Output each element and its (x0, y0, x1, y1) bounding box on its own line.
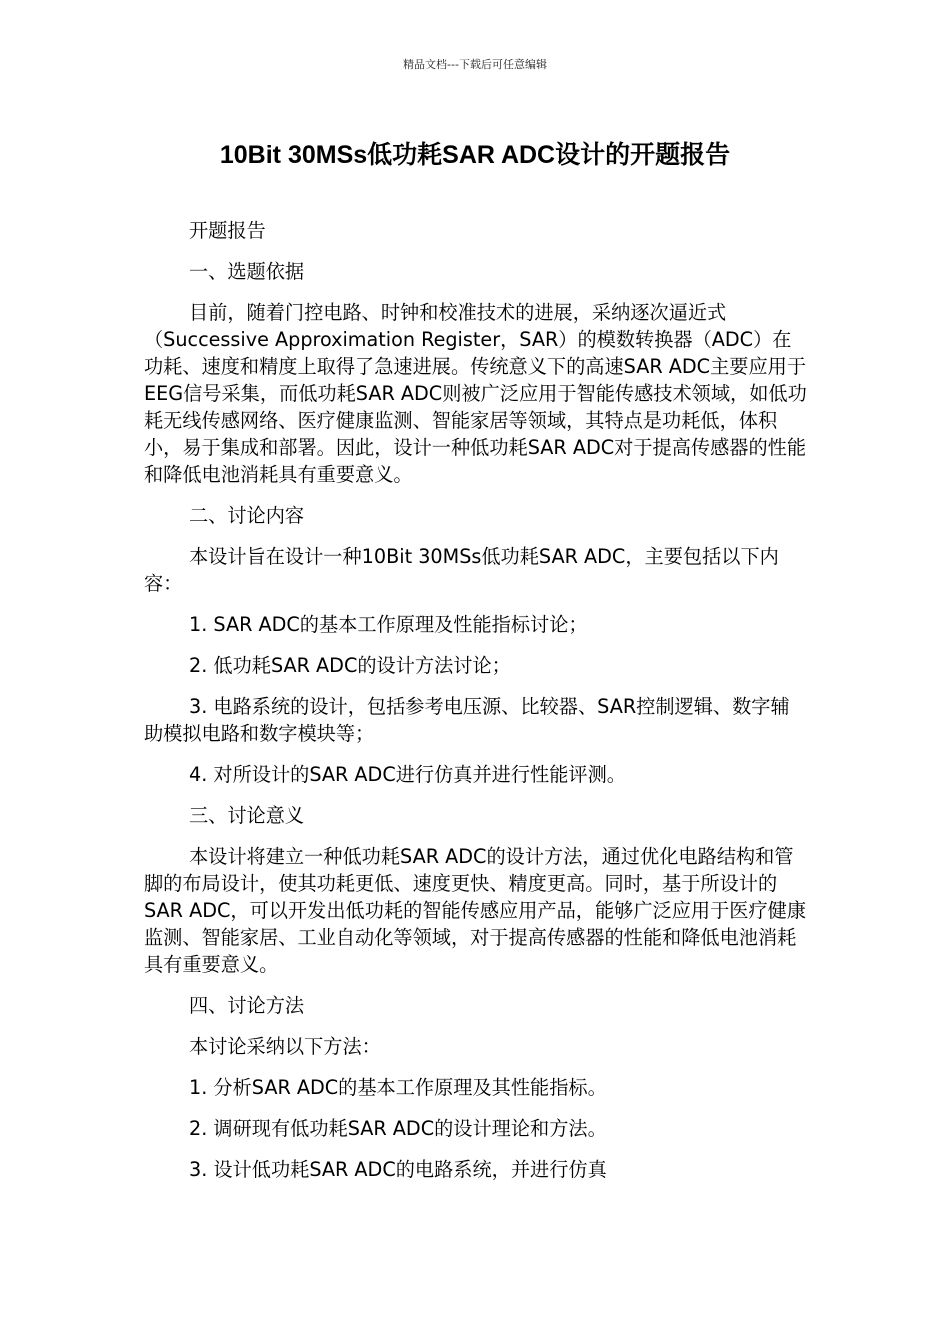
paragraph-content-intro: 本设计旨在设计一种10Bit 30MSs低功耗SAR ADC，主要包括以下内容： (144, 545, 779, 595)
section-heading-methods: 四、讨论方法 (189, 994, 305, 1017)
document-title: 10Bit 30MSs低功耗SAR ADC设计的开题报告 (219, 141, 731, 169)
list-item: 3. 电路系统的设计，包括参考电压源、比较器、SAR控制逻辑、数字辅助模拟电路和数字模块等； (144, 695, 790, 745)
section-heading-content: 二、讨论内容 (189, 504, 305, 527)
document-body (144, 217, 808, 1197)
list-item: 4. 对所设计的SAR ADC进行仿真并进行性能评测。 (189, 763, 626, 786)
list-item: 2. 低功耗SAR ADC的设计方法讨论； (189, 654, 511, 677)
header-note: 精品文档---下载后可任意编辑 (403, 58, 547, 71)
list-item: 2. 调研现有低功耗SAR ADC的设计理论和方法。 (189, 1117, 607, 1140)
section-label-report: 开题报告 (189, 219, 266, 242)
section-heading-basis: 一、选题依据 (189, 260, 305, 283)
paragraph-basis: 目前，随着门控电路、时钟和校准技术的进展，采纳逐次逼近式（Successive Approximation Register，SAR）的模数转换器（ADC）在功耗、速度和精度上取得了急速进展。传统意义下的高速SAR ADC主要应用于EEG信号采集，而低功耗SAR ADC则被广泛应用于智能传感技术领域，如低功耗无线传感网络、医疗健康监测、智能家居等领域，其特点是功耗低，体积小，易于集成和部署。因此，设计一种低功耗SAR ADC对于提高传感器的性能和降低电池消耗具有重要意义。 (144, 301, 807, 486)
list-item: 1. 分析SAR ADC的基本工作原理及其性能指标。 (189, 1076, 607, 1099)
list-item: 1. SAR ADC的基本工作原理及性能指标讨论； (189, 613, 588, 636)
list-item: 3. 设计低功耗SAR ADC的电路系统，并进行仿真 (189, 1158, 607, 1181)
section-heading-significance: 三、讨论意义 (189, 804, 305, 827)
paragraph-significance: 本设计将建立一种低功耗SAR ADC的设计方法，通过优化电路结构和管脚的布局设计，使其功耗更低、速度更快、精度更高。同时，基于所设计的SAR ADC，可以开发出低功耗的智能传感应用产品，能够广泛应用于医疗健康监测、智能家居、工业自动化等领域，对于提高传感器的性能和降低电池消耗具有重要意义。 (144, 845, 807, 976)
paragraph-methods-intro: 本讨论采纳以下方法： (189, 1035, 381, 1058)
